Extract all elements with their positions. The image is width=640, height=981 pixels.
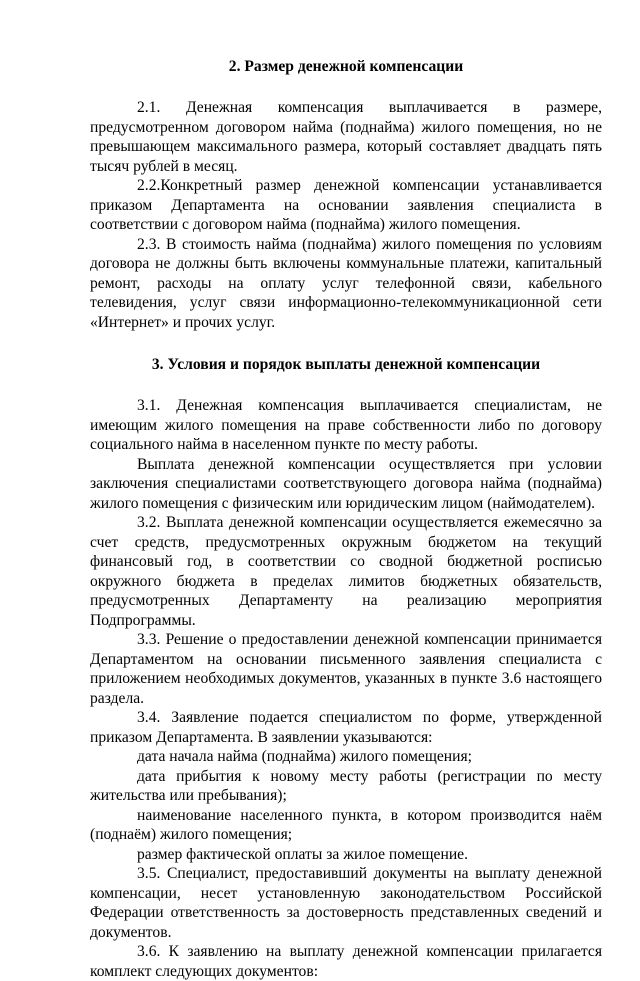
paragraph-2-1: 2.1. Денежная компенсация выплачивается в размере, предусмотренном договором найма (поднайма) жилого помещения, но не превышающем максимального размера, который составляет двадцать пять тысяч рублей в месяц. (90, 99, 602, 175)
paragraph-3-5: 3.5. Специалист, предоставивший документы на выплату денежной компенсации, несет установленную законодательством Российской Федерации ответственность за достоверность представленных сведений и документов. (90, 865, 602, 941)
section-2-heading: 2. Размер денежной компенсации (228, 58, 464, 75)
paragraph-3-3: 3.3. Решение о предоставлении денежной компенсации принимается Департаментом на основании письменного заявления специалиста с приложением необходимых документов, указанных в пункте 3.6 настоящего раздела. (90, 631, 602, 707)
paragraph-2-2: 2.2.Конкретный размер денежной компенсации устанавливается приказом Департамента на основании заявления специалиста в соответствии с договором найма (поднайма) жилого помещения. (90, 177, 602, 233)
paragraph-2-3: 2.3. В стоимость найма (поднайма) жилого помещения по условиям договора не должны быть включены коммунальные платежи, капитальный ремонт, расходы на оплату услуг телефонной связи, кабельного телевидения, услуг связи информационно-телекоммуникационной сети «Интернет» и прочих услуг. (90, 235, 602, 331)
spacer (90, 332, 602, 355)
spacer (90, 76, 602, 98)
list-item-settlement-name: наименование населенного пункта, в котором производится наём (поднаём) жилого помещения; (90, 806, 602, 843)
paragraph-3-6: 3.6. К заявлению на выплату денежной компенсации прилагается комплект следующих документов: (90, 943, 602, 980)
list-item-arrival-date: дата прибытия к новому месту работы (регистрации по месту жительства или пребывания); (90, 767, 602, 804)
document-body (90, 57, 602, 981)
list-item-payment-amount: размер фактической оплаты за жилое помещение. (137, 845, 468, 863)
paragraph-3-4: 3.4. Заявление подается специалистом по форме, утвержденной приказом Департамента. В заявлении указываются: (90, 709, 602, 746)
paragraph-3-2: 3.2. Выплата денежной компенсации осуществляется ежемесячно за счет средств, предусмотренных окружным бюджетом на текущий финансовый год, в соответствии со сводной бюджетной росписью окружного бюджета в пределах лимитов бюджетных обязательств, предусмотренных Департаменту на реализацию мероприятия Подпрограммы. (90, 514, 602, 629)
spacer (90, 374, 602, 396)
list-item-lease-start-date: дата начала найма (поднайма) жилого помещения; (137, 748, 472, 765)
section-3-heading: 3. Условия и порядок выплаты денежной компенсации (151, 356, 541, 373)
paragraph-3-1: 3.1. Денежная компенсация выплачивается специалистам, не имеющим жилого помещения на праве собственности либо по договору социального найма в населенном пункте по месту работы. (90, 397, 602, 453)
paragraph-3-1-payment-condition: Выплата денежной компенсации осуществляется при условии заключения специалистами соответствующего договора найма (поднайма) жилого помещения с физическим или юридическим лицом (наймодателем). (90, 455, 602, 512)
